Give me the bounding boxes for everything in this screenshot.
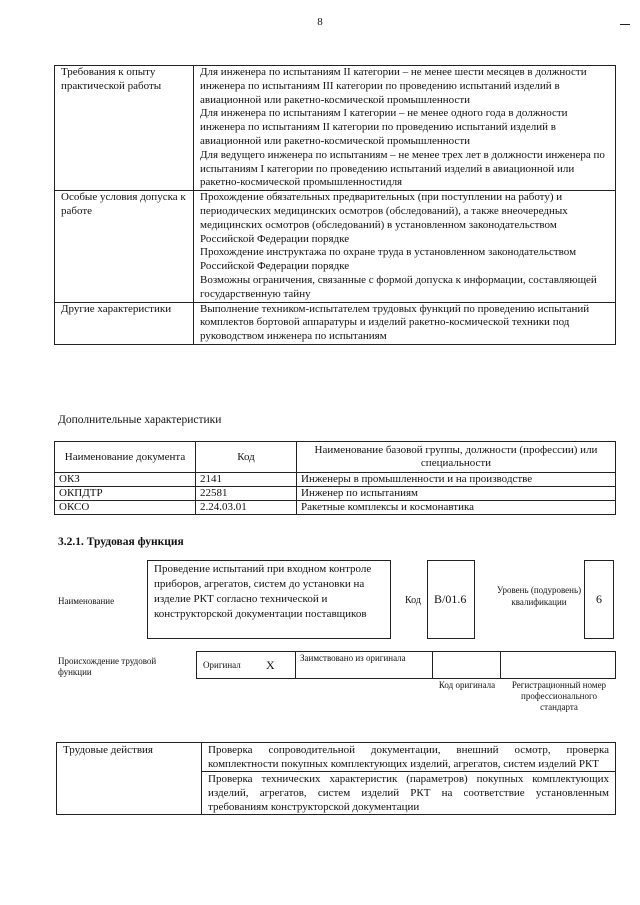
table-row — [57, 743, 616, 772]
reg-caption: Регистрационный номер профессионального стандарта — [511, 680, 607, 712]
table-cell: ОКПДТР — [55, 487, 196, 501]
code-label: Код — [405, 595, 421, 606]
table-row — [55, 487, 616, 501]
function-heading: 3.2.1. Трудовая функция — [58, 536, 184, 548]
row-label: Трудовые действия — [57, 743, 202, 815]
row-label: Другие характеристики — [55, 302, 194, 344]
row-label: Требования к опыту практической работы — [55, 66, 194, 191]
table-header-row — [55, 442, 616, 473]
text-line: Выполнение техником-испытателем трудовых функций по проведению испытаний комплектов бортовой аппаратуры и изделий ракетно-космической техники под руководством инженера по испытаниям — [200, 302, 590, 343]
table-cell: 22581 — [196, 487, 297, 501]
divider — [295, 651, 296, 679]
action-item: Проверка технических характеристик (параметров) покупных комплектующих изделий, агрегатов, систем изделий РКТ на соответствие установленным требованиям конструкторской документации — [202, 772, 616, 815]
text-line: Возможны ограничения, связанные с формой допуска к информации, составляющей государственную тайну — [200, 273, 597, 300]
row-value — [194, 302, 616, 344]
table-row — [55, 66, 616, 191]
table-cell: 2.24.03.01 — [196, 501, 297, 515]
header-rule — [620, 24, 630, 25]
text-line: Для инженера по испытаниям II категории – не менее шести месяцев в должности инженера по испытаниям III категории по проведению испытаний изделий в авиационной или ракетно-космической промышленности — [200, 66, 587, 106]
column-header: Наименование базовой группы, должности (профессии) или специальности — [297, 442, 616, 473]
table-cell: Ракетные комплексы и космонавтика — [297, 501, 616, 515]
table-row — [55, 501, 616, 515]
code-box — [427, 560, 475, 639]
column-header: Наименование документа — [55, 442, 196, 473]
page-number: 8 — [317, 16, 323, 28]
column-header: Код — [196, 442, 297, 473]
origin-label: Происхождение трудовой функции — [58, 656, 157, 677]
code-value: B/01.6 — [434, 592, 467, 606]
table-cell: ОКСО — [55, 501, 196, 515]
text-line: Прохождение обязательных предварительных (при поступлении на работу) и периодических медицинских осмотров (обследований), а также внеочередных медицинских осмотров (обследований) в установленном законодательством Российской Федерации порядке — [200, 191, 568, 245]
divider — [432, 651, 433, 679]
name-label: Наименование — [58, 596, 115, 606]
original-label: Оригинал — [203, 660, 241, 670]
level-value: 6 — [596, 592, 602, 606]
table-cell: Инженер по испытаниям — [297, 487, 616, 501]
level-box — [584, 560, 614, 639]
row-label: Особые условия допуска к работе — [55, 191, 194, 302]
function-name-box — [147, 560, 391, 639]
table-cell: 2141 — [196, 473, 297, 487]
table-row — [55, 473, 616, 487]
action-item: Проверка сопроводительной документации, внешний осмотр, проверка комплектности покупных комплектующих изделий, агрегатов, систем изделий РКТ — [202, 743, 616, 772]
text-line: Для ведущего инженера по испытаниям – не менее трех лет в должности инженера по испытаниям I категории по проведению испытаний изделий в авиационной или ракетно-космической промышленностидля — [200, 148, 605, 189]
divider — [500, 651, 501, 679]
row-value — [194, 66, 616, 191]
table-cell: Инженеры в промышленности и на производстве — [297, 473, 616, 487]
requirements-table — [54, 65, 616, 345]
code-caption: Код оригинала — [438, 680, 496, 690]
table-cell: ОКЗ — [55, 473, 196, 487]
level-label: Уровень (подуровень) квалификации — [496, 585, 582, 607]
additional-title: Дополнительные характеристики — [58, 414, 222, 426]
borrowed-label: Заимствовано из оригинала — [300, 653, 406, 663]
text-line: Прохождение инструктажа по охране труда в установленном законодательством Российской Федерации порядке — [200, 246, 577, 273]
original-mark: X — [266, 658, 275, 672]
table-row — [55, 302, 616, 344]
additional-table — [54, 441, 616, 515]
function-name: Проведение испытаний при входном контроле приборов, агрегатов, систем до установки на изделие РКТ согласно технической и конструкторской документации поставщиков — [154, 563, 372, 620]
text-line: Для инженера по испытаниям I категории – не менее одного года в должности инженера по испытаниям II категории по проведению испытаний изделий в авиационной или ракетно-космической промышленности — [200, 107, 568, 147]
actions-table — [56, 742, 616, 815]
row-value — [194, 191, 616, 302]
table-row — [55, 191, 616, 302]
